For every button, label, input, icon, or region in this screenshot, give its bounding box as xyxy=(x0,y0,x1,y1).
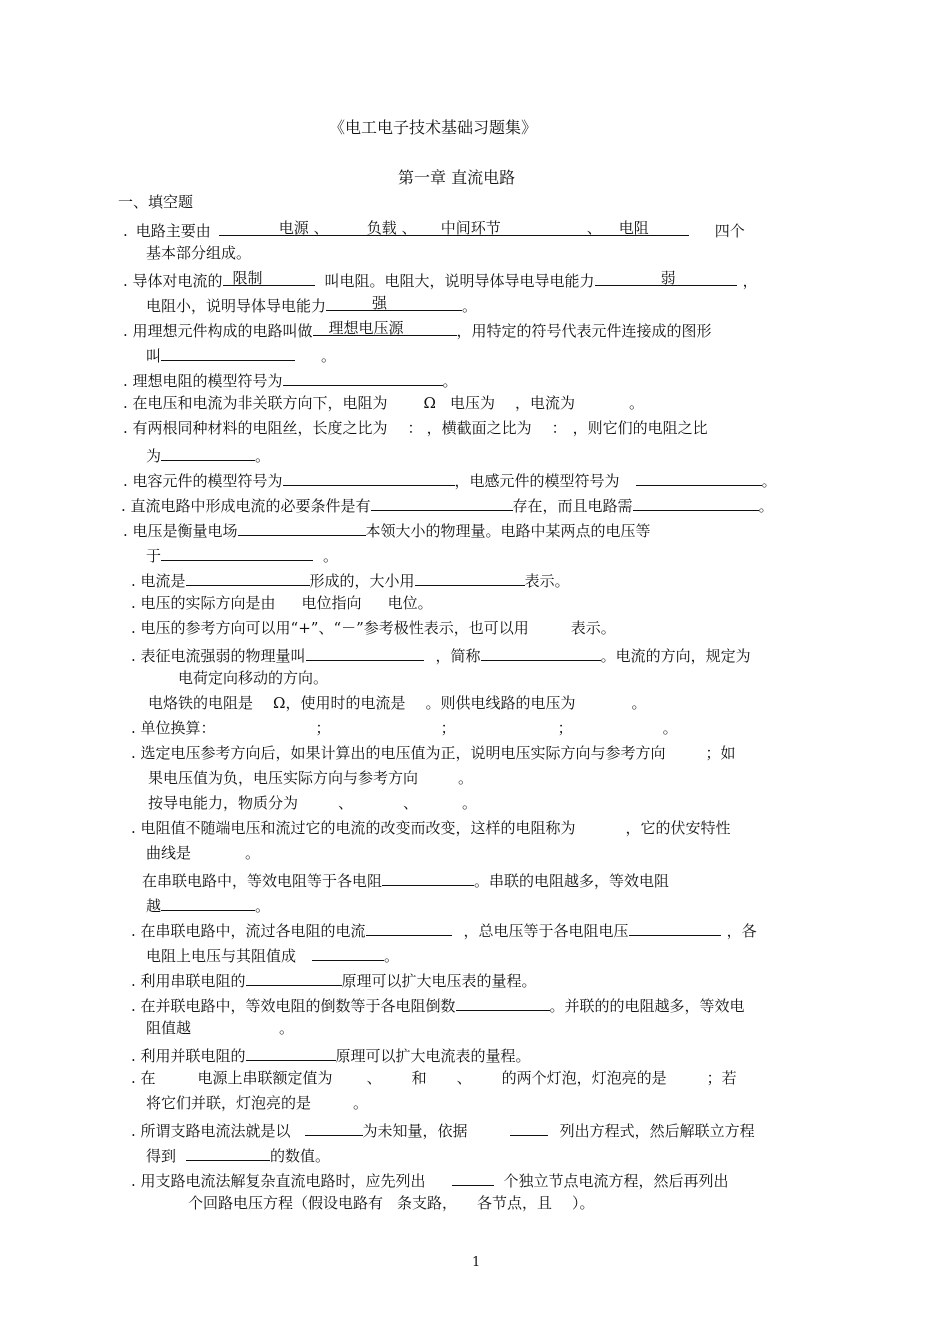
question-19-line-1: 在串联电路中，等效电阻等于各电阻 。串联的电阻越多，等效电阻 xyxy=(142,868,669,891)
question-8: . 直流电路中形成电流的必要条件是有 存在，而且电路需 。 xyxy=(121,493,774,516)
question-26-line-1: . 用支路电流法解复杂直流电路时，应先列出 个独立节点电流方程，然后再列出 xyxy=(131,1168,729,1191)
question-26-line-2: 个回路电压方程（假设电路有 条支路， 各节点，且 ）。 xyxy=(188,1194,595,1212)
question-19-line-2: 越 。 xyxy=(146,893,270,916)
question-9-line-1: . 电压是衡量电场 本领大小的物理量。电路中某两点的电压等 xyxy=(123,518,651,541)
question-6-line-1: . 有两根同种材料的电阻丝，长度之比为 ： ，横截面之比为 ： ，则它们的电阻之比 xyxy=(123,419,708,437)
question-25-line-2: 得到 的数值。 xyxy=(146,1143,330,1166)
question-16-line-1: . 选定电压参考方向后，如果计算出的电压值为正，说明电压实际方向与参考方向 ；如 xyxy=(131,744,736,762)
blank: 电源 、 负载 、 中间环节 、 电阻 xyxy=(219,218,689,236)
question-6-line-2: 为 。 xyxy=(146,443,270,466)
question-17: 按导电能力，物质分为 、 、 。 xyxy=(148,794,478,812)
question-18-line-1: . 电阻值不随端电压和流过它的电流的改变而改变，这样的电阻称为 ，它的伏安特性 xyxy=(131,819,731,837)
question-10: . 电流是 形成的，大小用 表示。 xyxy=(131,568,570,591)
question-12: . 电压的参考方向可以用“+”、“－”参考极性表示，也可以用 表示。 xyxy=(131,619,616,637)
question-22-line-1: . 在并联电路中，等效电阻的倒数等于各电阻倒数 。并联的的电阻越多，等效电 xyxy=(131,993,745,1016)
question-23: . 利用并联电阻的 原理可以扩大电流表的量程。 xyxy=(131,1043,531,1066)
question-15: . 单位换算： ； ； ； 。 xyxy=(131,719,678,737)
question-20-line-1: . 在串联电路中，流过各电阻的电流 ，总电压等于各电阻电压 ，各 xyxy=(131,918,757,941)
question-16-line-2: 果电压值为负，电压实际方向与参考方向 。 xyxy=(148,769,474,787)
question-24-line-1: . 在 电源上串联额定值为 、 和 、 的两个灯泡，灯泡亮的是 ；若 xyxy=(131,1069,737,1087)
question-25-line-1: . 所谓支路电流法就是以 为未知量，依据 列出方程式，然后解联立方程 xyxy=(131,1118,755,1141)
question-13-line-2: 电荷定向移动的方向。 xyxy=(178,669,329,687)
question-11: . 电压的实际方向是由 电位指向 电位。 xyxy=(131,594,433,612)
question-14: 电烙铁的电阻是 Ω，使用时的电流是 。则供电线路的电压为 。 xyxy=(148,694,647,712)
question-9-line-2: 于 。 xyxy=(146,543,338,566)
question-13-line-1: . 表征电流强弱的物理量叫 ，简称 。电流的方向，规定为 xyxy=(131,643,751,666)
page-number: 1 xyxy=(472,1255,481,1270)
document-title: 《电工电子技术基础习题集》 xyxy=(329,118,538,137)
question-3-line-1: . 用理想元件构成的电路叫做 理想电压源 ，用特定的符号代表元件连接成的图形 xyxy=(123,319,712,340)
question-18-line-2: 曲线是 。 xyxy=(146,844,261,862)
question-1-line-1: . 电路主要由 电源 、 负载 、 中间环节 、 电阻 四个 xyxy=(123,219,745,240)
question-3-line-2: 叫 。 xyxy=(146,343,336,366)
question-2-line-1: . 导体对电流的 限制 叫电阻。电阻大，说明导体导电导电能力 弱 ， xyxy=(123,269,758,290)
question-24-line-2: 将它们并联，灯泡亮的是 。 xyxy=(146,1094,369,1112)
question-20-line-2: 电阻上电压与其阻值成 。 xyxy=(146,943,399,966)
question-4: . 理想电阻的模型符号为 。 xyxy=(123,368,458,391)
question-21: . 利用串联电阻的 原理可以扩大电压表的量程。 xyxy=(131,968,537,991)
section-title: 一、填空题 xyxy=(118,193,194,211)
question-22-line-2: 阻值越 。 xyxy=(146,1019,295,1037)
question-5: . 在电压和电流为非关联方向下，电阻为 Ω 电压为 ，电流为 。 xyxy=(123,394,645,412)
question-2-line-2: 电阻小，说明导体导电能力 强 。 xyxy=(146,294,478,315)
chapter-title: 第一章 直流电路 xyxy=(398,168,516,187)
question-1-line-2: 基本部分组成。 xyxy=(146,244,252,262)
question-7: . 电容元件的模型符号为 ，电感元件的模型符号为 。 xyxy=(123,468,777,491)
